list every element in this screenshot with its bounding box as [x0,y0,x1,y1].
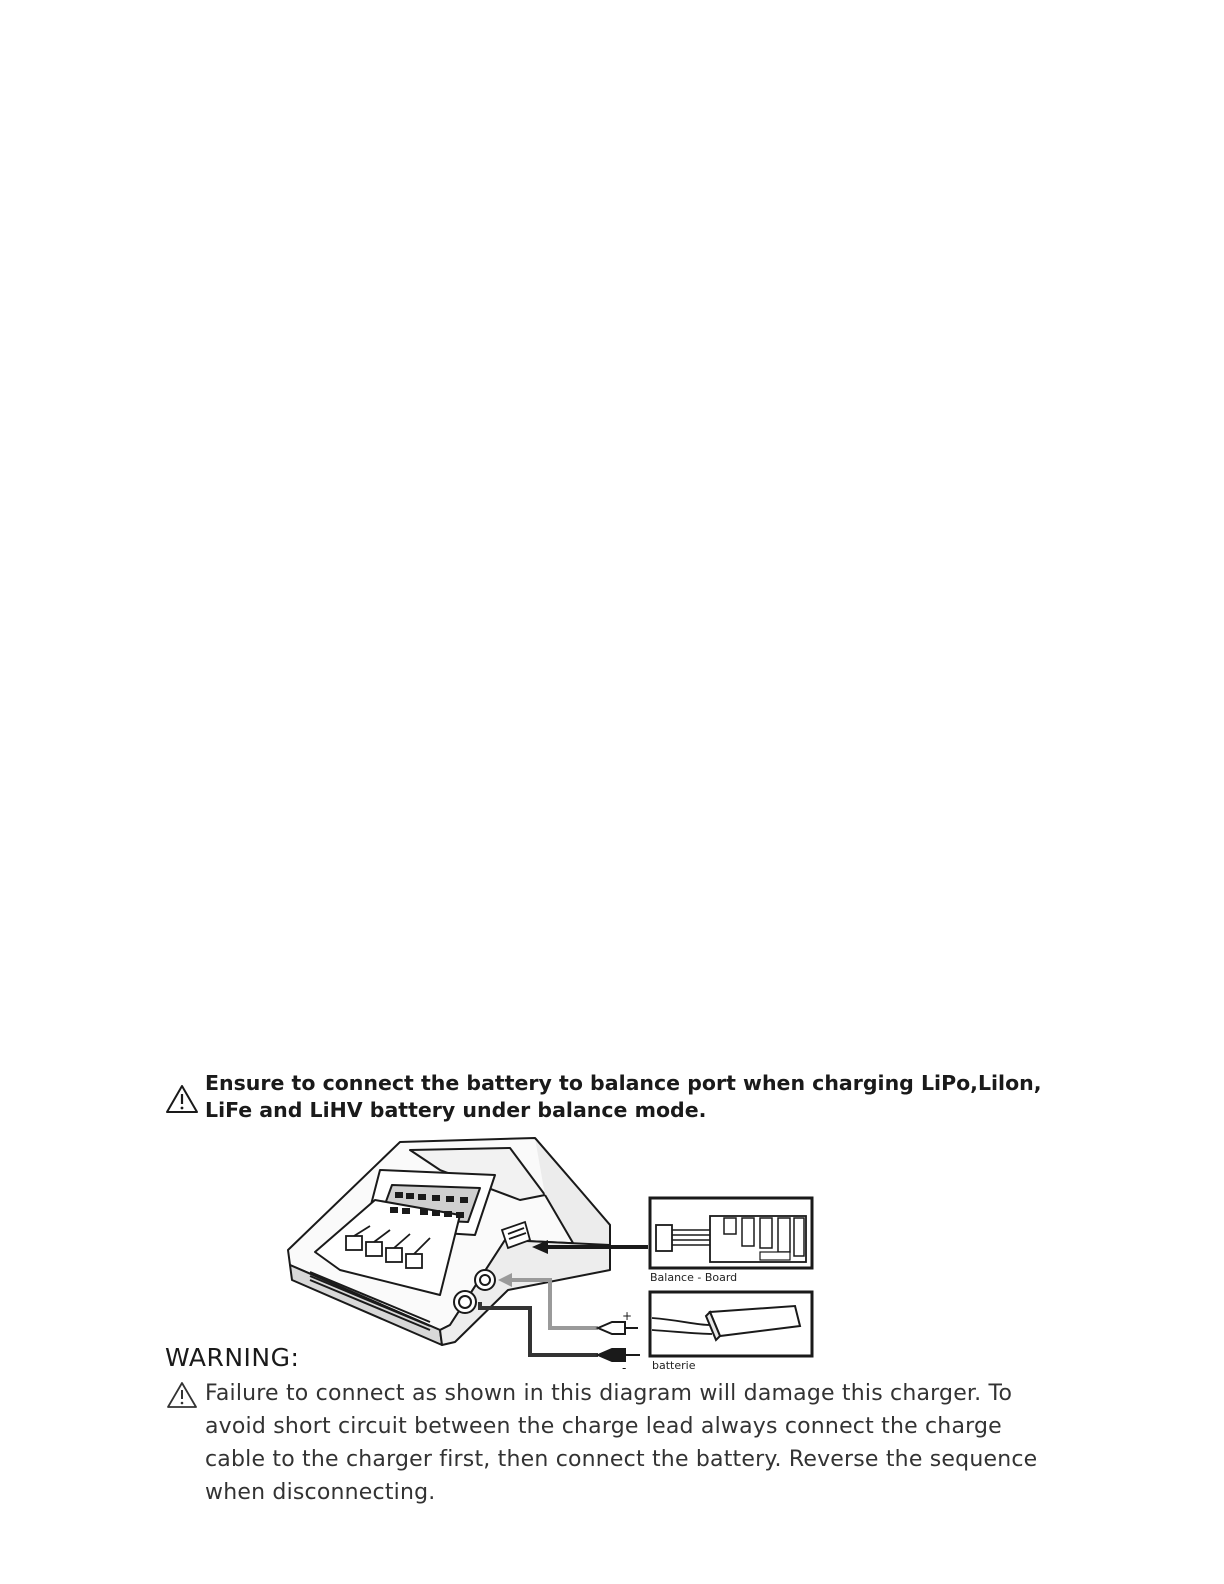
warning-line-2: avoid short circuit between the charge lead always connect the charge [205,1414,1002,1439]
warning-title: WARNING: [165,1343,300,1372]
warning-text [205,1377,1065,1509]
minus-sign: - [622,1361,627,1375]
warning-triangle-icon [166,1381,198,1409]
balance-board-label: Balance - Board [650,1271,738,1284]
battery-illustration [650,1292,812,1356]
charger-illustration [288,1138,610,1345]
notice-line-2: LiFe and LiHV battery under balance mode. [205,1098,707,1122]
notice-text [205,1070,1065,1124]
charger-button-1 [346,1236,362,1250]
warning-line-1: Failure to connect as shown in this diagram will damage this charger. To [205,1381,1013,1406]
balance-board-illustration [650,1198,812,1268]
warning-line-4: when disconnecting. [205,1480,436,1505]
charger-button-3 [386,1248,402,1262]
battery-label: batterie [652,1359,696,1372]
plug-connectors [598,1322,640,1361]
warning-triangle-icon [165,1084,199,1114]
plus-sign: + [622,1309,633,1323]
charger-button-2 [366,1242,382,1256]
warning-line-3: cable to the charger first, then connect the battery. Reverse the sequence [205,1447,1038,1472]
notice-line-1: Ensure to connect the battery to balance port when charging LiPo,Lilon, [205,1071,1042,1095]
charger-connection-diagram [280,1130,820,1375]
charger-button-4 [406,1254,422,1268]
positive-lead [498,1273,598,1328]
